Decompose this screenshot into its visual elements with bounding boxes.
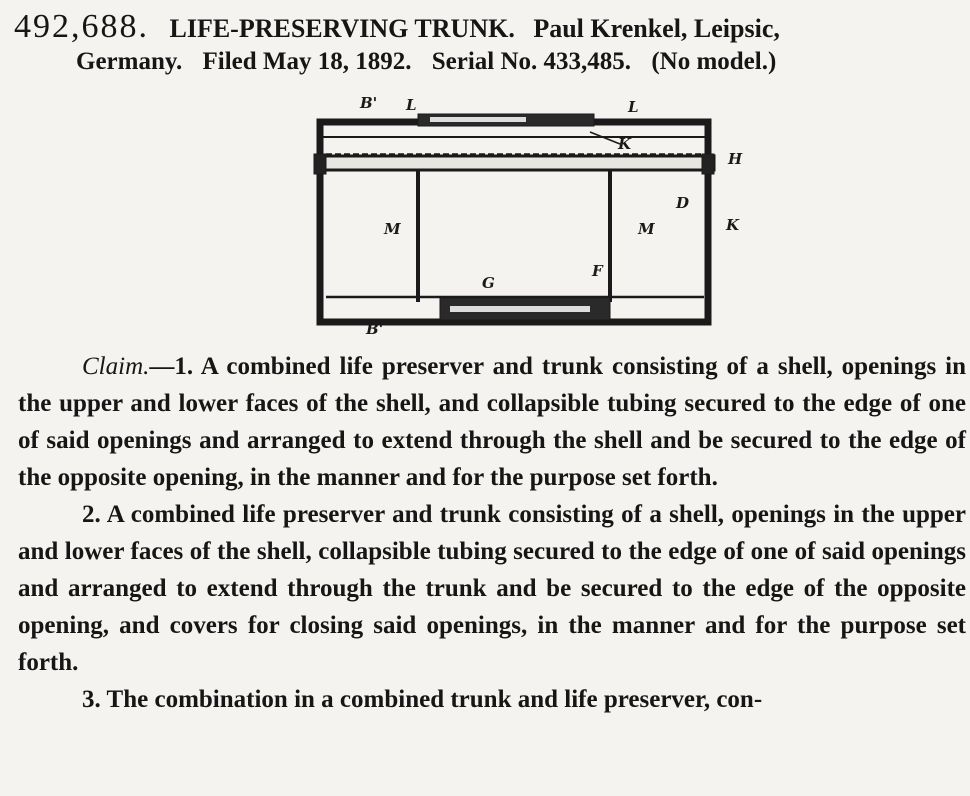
claims-section — [18, 348, 966, 718]
inventor-location: Germany. — [76, 48, 183, 75]
label-k-top: K — [618, 135, 632, 153]
label-m-left: M — [384, 220, 401, 238]
claim-3: 3. The combination in a combined trunk and life preserver, con- — [82, 686, 763, 713]
label-m-right: M — [638, 220, 655, 238]
claim-1 — [18, 348, 966, 496]
label-f: F — [592, 262, 603, 280]
header-line-2 — [14, 46, 964, 78]
hinge-band — [318, 156, 714, 170]
header-line-1 — [14, 10, 964, 46]
claim-2: 2. A combined life preserver and trunk consisting of a shell, openings in the upper and lower faces of the shell, collapsible tubing secured to the edge of one of said openings and arranged to extend through the trunk and be secured to the edge of the opposite opening, and covers for closing said openings, in the manner and for the purpose set forth. — [18, 501, 966, 676]
claim-1-text: —1. A combined life preserver and trunk consisting of a shell, openings in the upper and lower faces of the shell, and collapsible tubing secured to the edge of one of said openings and arranged to extend through the shell and be secured to the edge of the opposite opening, in the manner and for the purpose set forth. — [18, 353, 966, 491]
right-hinge — [702, 154, 714, 174]
trunk-drawing — [300, 92, 760, 337]
trunk-outline — [314, 114, 714, 322]
label-b-top: B' — [360, 94, 378, 112]
label-l-right: L — [628, 98, 639, 116]
label-b-bottom: B' — [366, 320, 384, 337]
upper-cover-highlight — [430, 117, 526, 122]
lower-cover-highlight — [450, 306, 590, 312]
label-d: D — [676, 194, 690, 212]
claim-label: Claim. — [82, 353, 150, 380]
label-h: H — [728, 150, 743, 168]
patent-number: 492,688. — [14, 8, 149, 45]
label-k-right: K — [726, 216, 740, 234]
label-g: G — [482, 274, 495, 292]
model-note: (No model.) — [651, 48, 777, 75]
patent-header — [14, 10, 964, 78]
serial-number: Serial No. 433,485. — [431, 48, 632, 75]
patent-title: LIFE-PRESERVING TRUNK. — [169, 14, 515, 43]
inventor-name: Paul Krenkel, Leipsic, — [533, 14, 780, 43]
label-l-left: L — [406, 96, 417, 114]
filed-date: Filed May 18, 1892. — [202, 48, 412, 75]
left-hinge — [314, 154, 326, 174]
